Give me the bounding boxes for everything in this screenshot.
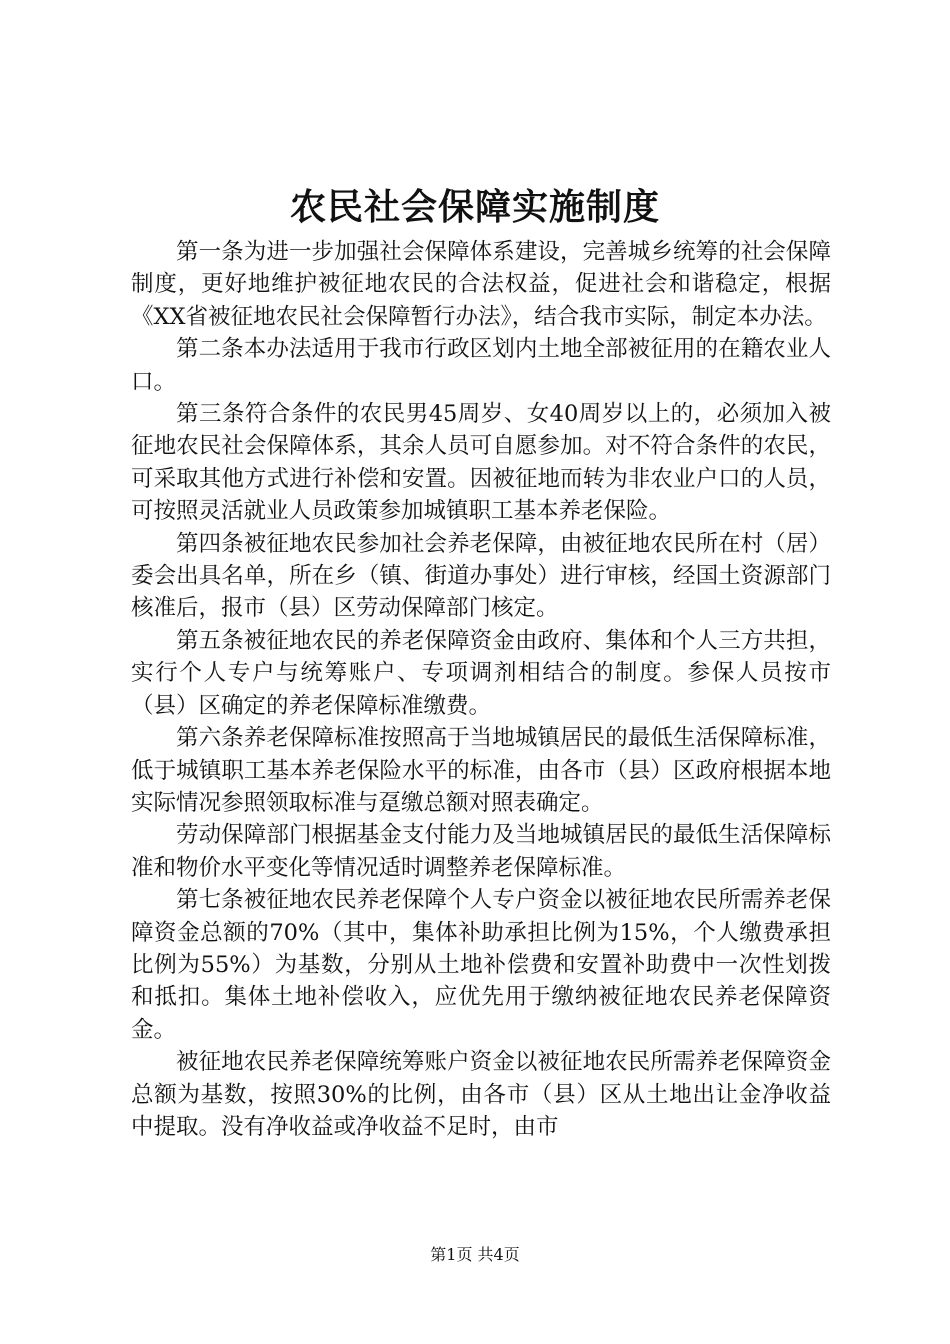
paragraph-article-5: 第五条被征地农民的养老保障资金由政府、集体和个人三方共担，实行个人专户与统筹账户、专项调剂相结合的制度。参保人员按市（县）区确定的养老保障标准缴费。 xyxy=(131,627,831,719)
paragraph-article-3: 第三条符合条件的农民男45周岁、女40周岁以上的，必须加入被征地农民社会保障体系，其余人员可自愿参加。对不符合条件的农民，可采取其他方式进行补偿和安置。因被征地而转为非农业户口的人员，可按照灵活就业人员政策参加城镇职工基本养老保险。 xyxy=(131,401,831,525)
paragraph-article-1: 第一条为进一步加强社会保障体系建设，完善城乡统筹的社会保障制度，更好地维护被征地农民的合法权益，促进社会和谐稳定，根据《XX省被征地农民社会保障暂行办法》，结合我市实际，制定本办法。 xyxy=(131,239,831,330)
paragraph-article-6: 第六条养老保障标准按照高于当地城镇居民的最低生活保障标准，低于城镇职工基本养老保险水平的标准，由各市（县）区政府根据本地实际情况参照领取标准与趸缴总额对照表确定。 xyxy=(131,725,831,816)
paragraph-article-2: 第二条本办法适用于我市行政区划内土地全部被征用的在籍农业人口。 xyxy=(131,336,831,395)
page-number-footer: 第1页 共4页 xyxy=(430,1245,520,1264)
paragraph-article-7-pooling: 被征地农民养老保障统筹账户资金以被征地农民所需养老保障资金总额为基数，按照30%的比例，由各市（县）区从土地出让金净收益中提取。没有净收益或净收益不足时，由市 xyxy=(131,1049,831,1140)
paragraph-article-4: 第四条被征地农民参加社会养老保障，由被征地农民所在村（居）委会出具名单，所在乡（镇、街道办事处）进行审核，经国土资源部门核准后，报市（县）区劳动保障部门核定。 xyxy=(131,530,831,622)
document-title: 农民社会保障实施制度 xyxy=(289,187,660,228)
paragraph-article-7: 第七条被征地农民养老保障个人专户资金以被征地农民所需养老保障资金总额的70%（其中，集体补助承担比例为15%，个人缴费承担比例为55%）为基数，分别从土地补偿费和安置补助费中一次性划拨和抵扣。集体土地补偿收入，应优先用于缴纳被征地农民养老保障资金。 xyxy=(131,887,831,1043)
paragraph-article-6-adjustment: 劳动保障部门根据基金支付能力及当地城镇居民的最低生活保障标准和物价水平变化等情况适时调整养老保障标准。 xyxy=(131,822,831,881)
document-body xyxy=(131,236,831,1143)
